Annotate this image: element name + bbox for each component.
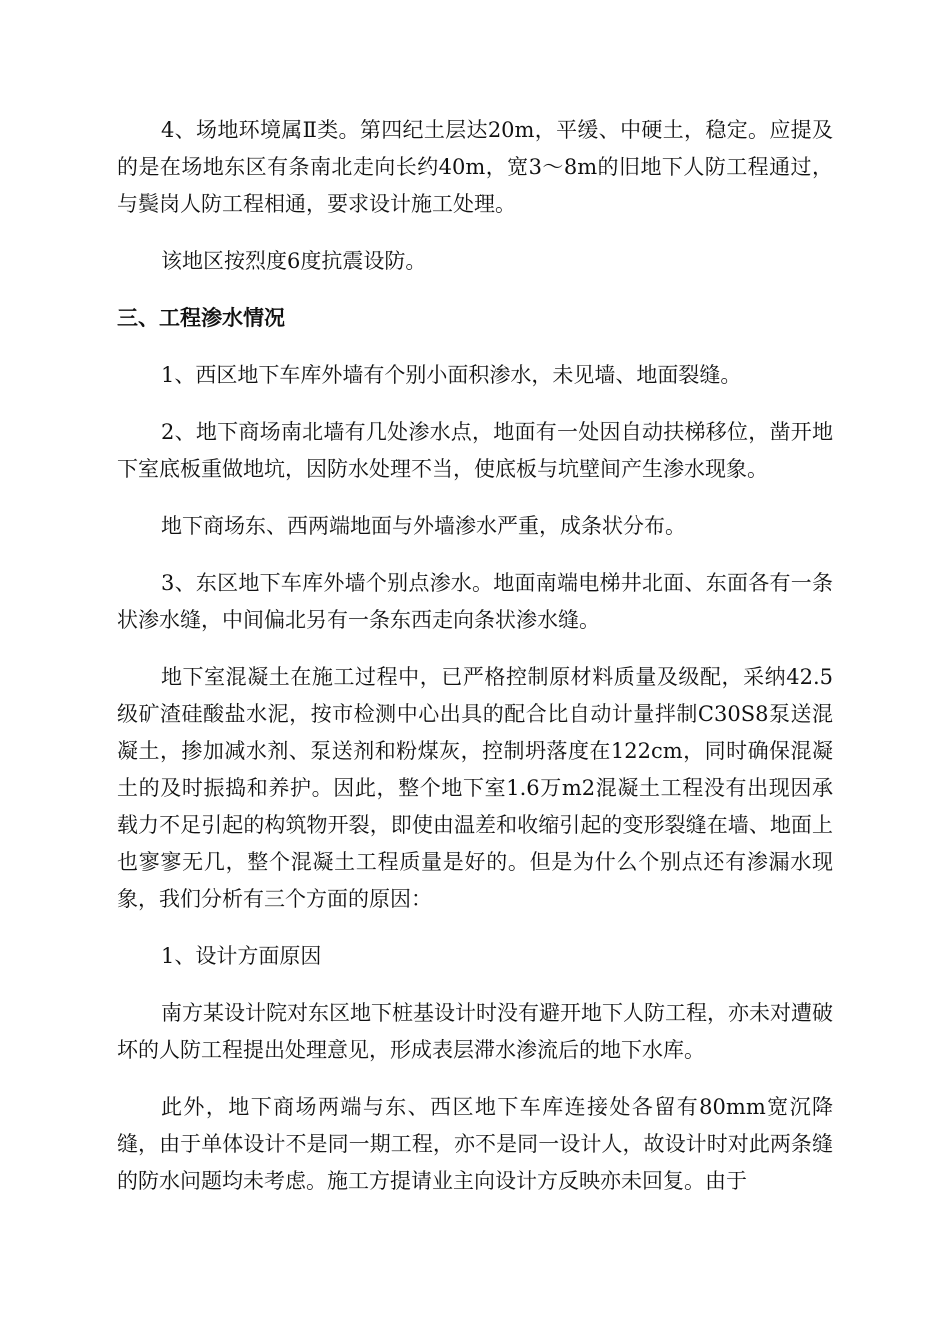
paragraph-design-reasons-title: 1、设计方面原因 bbox=[161, 944, 322, 968]
paragraph-design-institute: 南方某设计院对东区地下桩基设计时没有避开地下人防工程，亦未对遭破坏的人防工程提出处理意见，形成表层滞水渗流后的地下水库。 bbox=[117, 1001, 833, 1062]
paragraph-east-garage: 3、东区地下车库外墙个别点渗水。地面南端电梯井北面、东面各有一条状渗水缝，中间偏北另有一条东西走向条状渗水缝。 bbox=[117, 571, 833, 632]
paragraph-concrete-quality: 地下室混凝土在施工过程中，已严格控制原材料质量及级配，采纳42.5级矿渣硅酸盐水泥，按市检测中心出具的配合比自动计量拌制C30S8泵送混凝土，掺加减水剂、泵送剂和粉煤灰，控制坍落度在122cm，同时确保混凝土的及时振捣和养护。因此，整个地下室1.6万m2混凝土工程没有出现因承载力不足引起的构筑物开裂，即使由温差和收缩引起的变形裂缝在墙、地面上也寥寥无几，整个混凝土工程质量是好的。但是为什么个别点还有渗漏水现象，我们分析有三个方面的原因： bbox=[117, 665, 833, 911]
paragraph-mall-ends: 地下商场东、西两端地面与外墙渗水严重，成条状分布。 bbox=[161, 514, 686, 538]
paragraph-west-garage: 1、西区地下车库外墙有个别小面积渗水，未见墙、地面裂缝。 bbox=[161, 363, 742, 387]
paragraph-seismic-intensity: 该地区按烈度6度抗震设防。 bbox=[161, 249, 427, 273]
paragraph-underground-mall: 2、地下商场南北墙有几处渗水点，地面有一处因自动扶梯移位，凿开地下室底板重做地坑，因防水处理不当，使底板与坑壁间产生渗水现象。 bbox=[117, 420, 833, 481]
paragraph-site-environment: 4、场地环境属Ⅱ类。第四纪土层达20m，平缓、中硬土，稳定。应提及的是在场地东区有条南北走向长约40m，宽3～8m的旧地下人防工程通过，与鬓岗人防工程相通，要求设计施工处理。 bbox=[117, 118, 833, 216]
document-body bbox=[117, 112, 833, 1200]
paragraph-settlement-joints: 此外，地下商场两端与东、西区地下车库连接处各留有80mm宽沉降缝，由于单体设计不是同一期工程，亦不是同一设计人，故设计时对此两条缝的防水问题均未考虑。施工方提请业主向设计方反映亦未回复。由于 bbox=[117, 1095, 833, 1193]
section-heading-seepage: 三、工程渗水情况 bbox=[117, 306, 285, 330]
